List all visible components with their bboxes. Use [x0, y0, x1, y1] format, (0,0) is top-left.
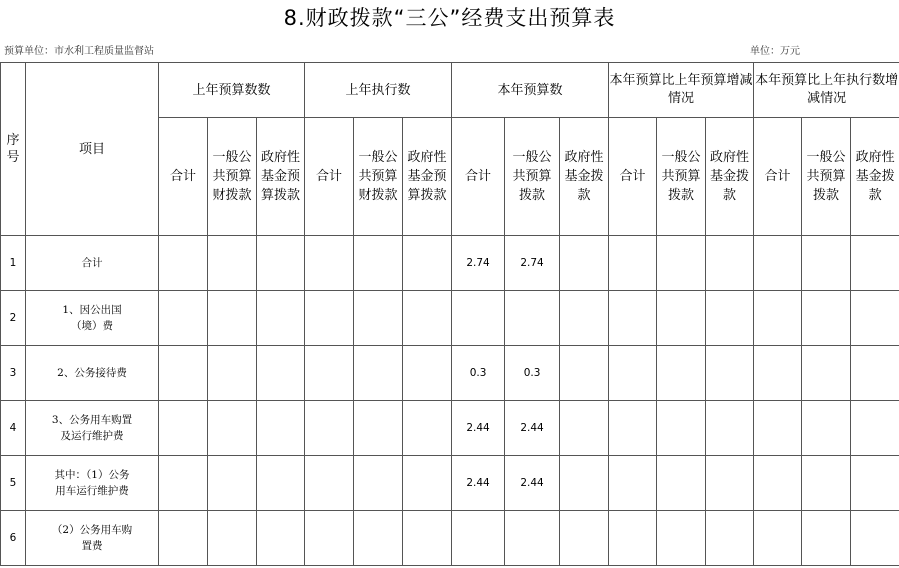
cell-empty	[657, 511, 706, 566]
budget-unit: 预算单位：市水利工程质量监督站	[4, 46, 154, 57]
cell-empty	[706, 401, 754, 456]
cell-empty	[609, 346, 657, 401]
cell-empty	[802, 346, 851, 401]
header-subcolumn: 合计	[754, 118, 802, 236]
cell-current-total: 2.44	[452, 456, 505, 511]
cell-empty	[354, 456, 403, 511]
cell-empty	[802, 291, 851, 346]
cell-empty	[560, 401, 609, 456]
cell-empty	[609, 511, 657, 566]
cell-empty	[257, 291, 305, 346]
cell-empty	[208, 291, 257, 346]
cell-empty	[657, 401, 706, 456]
header-group: 上年执行数	[305, 63, 452, 118]
cell-current-total: 2.44	[452, 401, 505, 456]
cell-empty	[754, 346, 802, 401]
cell-current-general: 2.74	[505, 236, 560, 291]
currency-unit: 单位：万元	[750, 46, 800, 57]
cell-empty	[305, 456, 354, 511]
cell-empty	[706, 511, 754, 566]
cell-empty	[159, 401, 208, 456]
header-item: 项目	[26, 63, 159, 236]
header-subcolumn: 一般公共预算拨款	[505, 118, 560, 236]
row-seq: 5	[1, 456, 26, 511]
cell-empty	[208, 346, 257, 401]
table-row	[1, 236, 899, 291]
table-row	[1, 291, 899, 346]
cell-empty	[305, 511, 354, 566]
row-item: 其中：（1）公务用车运行维护费	[26, 456, 159, 511]
cell-empty	[159, 346, 208, 401]
header-subcolumn: 合计	[159, 118, 208, 236]
cell-empty	[754, 456, 802, 511]
cell-empty	[159, 511, 208, 566]
cell-empty	[657, 291, 706, 346]
cell-empty	[657, 456, 706, 511]
header-subcolumn: 政府性基金预算拨款	[403, 118, 452, 236]
cell-empty	[560, 346, 609, 401]
cell-current-total: 0.3	[452, 346, 505, 401]
cell-empty	[257, 346, 305, 401]
header-subcolumn: 一般公共预算财拨款	[208, 118, 257, 236]
header-subcolumn: 一般公共预算拨款	[802, 118, 851, 236]
table-row	[1, 401, 899, 456]
cell-empty	[354, 401, 403, 456]
header-subcolumn: 合计	[609, 118, 657, 236]
header-subcolumn: 政府性基金拨款	[706, 118, 754, 236]
page-title: 8.财政拨款“三公”经费支出预算表	[283, 6, 616, 30]
cell-empty	[802, 511, 851, 566]
cell-empty	[802, 456, 851, 511]
cell-empty	[802, 236, 851, 291]
cell-empty	[560, 291, 609, 346]
cell-empty	[354, 346, 403, 401]
cell-empty	[354, 511, 403, 566]
row-item: 合计	[26, 236, 159, 291]
header-group: 本年预算比上年执行数增减情况	[754, 63, 899, 118]
cell-empty	[609, 401, 657, 456]
cell-empty	[208, 236, 257, 291]
cell-empty	[257, 511, 305, 566]
cell-empty	[403, 236, 452, 291]
cell-empty	[403, 346, 452, 401]
cell-empty	[657, 236, 706, 291]
cell-empty	[403, 291, 452, 346]
cell-empty	[802, 401, 851, 456]
cell-empty	[560, 511, 609, 566]
row-item: 2、公务接待费	[26, 346, 159, 401]
cell-current-total	[452, 511, 505, 566]
row-item: （2）公务用车购置费	[26, 511, 159, 566]
cell-current-total: 2.74	[452, 236, 505, 291]
cell-current-general: 2.44	[505, 401, 560, 456]
row-seq: 3	[1, 346, 26, 401]
header-subcolumn: 一般公共预算财拨款	[354, 118, 403, 236]
cell-empty	[754, 291, 802, 346]
cell-empty	[560, 456, 609, 511]
cell-empty	[305, 236, 354, 291]
table-row	[1, 456, 899, 511]
cell-empty	[257, 401, 305, 456]
cell-empty	[754, 511, 802, 566]
cell-empty	[257, 456, 305, 511]
cell-empty	[754, 401, 802, 456]
cell-empty	[851, 511, 899, 566]
header-group: 本年预算比上年预算增减情况	[609, 63, 754, 118]
cell-empty	[354, 236, 403, 291]
cell-empty	[305, 291, 354, 346]
cell-empty	[208, 456, 257, 511]
cell-empty	[403, 511, 452, 566]
cell-empty	[403, 456, 452, 511]
header-group: 本年预算数	[452, 63, 609, 118]
header-subcolumn: 一般公共预算拨款	[657, 118, 706, 236]
row-seq: 4	[1, 401, 26, 456]
cell-current-general: 2.44	[505, 456, 560, 511]
cell-empty	[208, 401, 257, 456]
cell-current-general	[505, 291, 560, 346]
cell-empty	[851, 346, 899, 401]
row-item: 3、公务用车购置及运行维护费	[26, 401, 159, 456]
cell-empty	[305, 346, 354, 401]
cell-empty	[159, 291, 208, 346]
cell-empty	[305, 401, 354, 456]
cell-empty	[560, 236, 609, 291]
cell-empty	[851, 291, 899, 346]
cell-empty	[354, 291, 403, 346]
cell-empty	[851, 401, 899, 456]
cell-empty	[159, 456, 208, 511]
header-subcolumn: 政府性基金拨款	[851, 118, 899, 236]
cell-empty	[706, 456, 754, 511]
row-seq: 2	[1, 291, 26, 346]
cell-empty	[208, 511, 257, 566]
cell-empty	[609, 291, 657, 346]
cell-empty	[159, 236, 208, 291]
cell-empty	[609, 456, 657, 511]
table-row	[1, 511, 899, 566]
header-seq: 序号	[1, 63, 26, 236]
cell-empty	[851, 236, 899, 291]
header-group: 上年预算数数	[159, 63, 305, 118]
table-row	[1, 346, 899, 401]
cell-empty	[851, 456, 899, 511]
cell-empty	[403, 401, 452, 456]
cell-current-general	[505, 511, 560, 566]
header-subcolumn: 政府性基金预算拨款	[257, 118, 305, 236]
header-subcolumn: 政府性基金拨款	[560, 118, 609, 236]
header-subcolumn: 合计	[305, 118, 354, 236]
row-seq: 6	[1, 511, 26, 566]
row-seq: 1	[1, 236, 26, 291]
cell-empty	[706, 346, 754, 401]
cell-empty	[706, 291, 754, 346]
header-subcolumn: 合计	[452, 118, 505, 236]
cell-empty	[706, 236, 754, 291]
cell-empty	[754, 236, 802, 291]
cell-empty	[257, 236, 305, 291]
row-item: 1、因公出国（境）费	[26, 291, 159, 346]
cell-empty	[609, 236, 657, 291]
cell-current-general: 0.3	[505, 346, 560, 401]
cell-empty	[657, 346, 706, 401]
cell-current-total	[452, 291, 505, 346]
budget-table	[0, 62, 899, 566]
